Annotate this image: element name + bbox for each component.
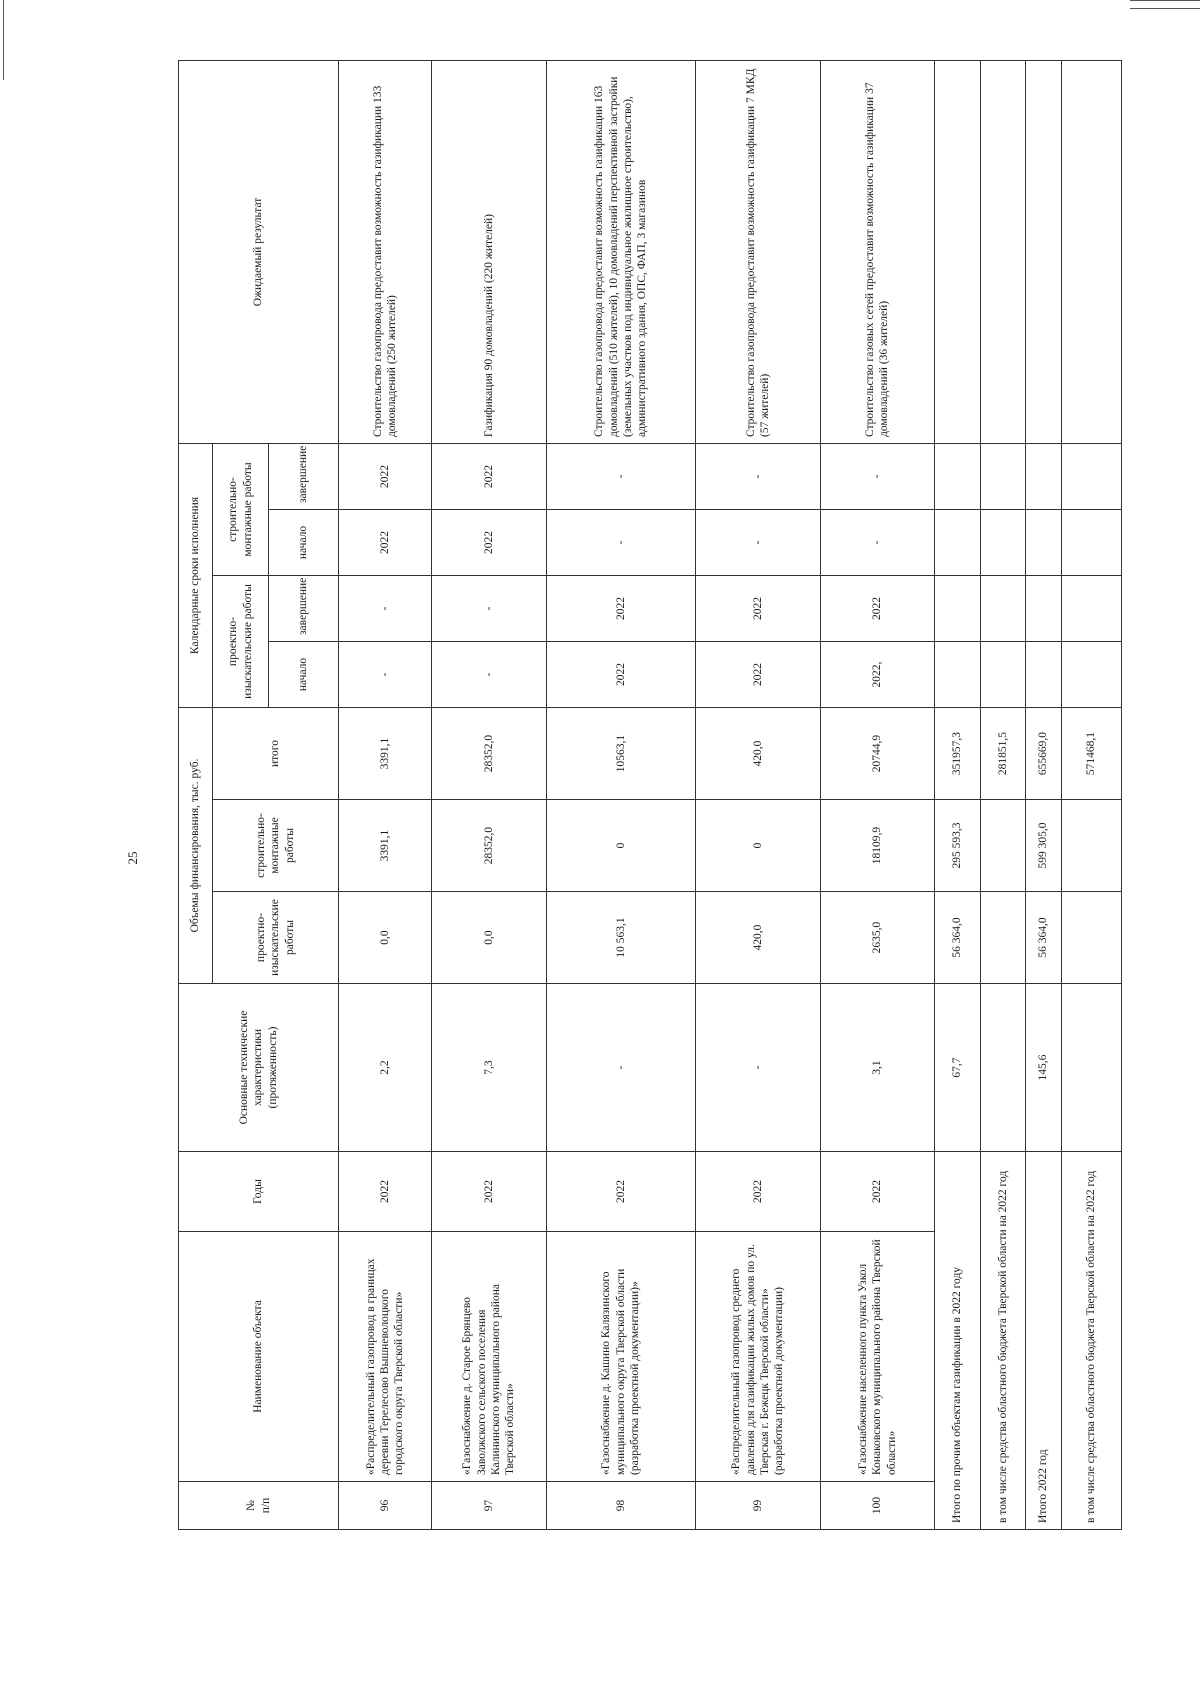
total-smr	[1061, 800, 1121, 892]
gasification-table	[178, 60, 1122, 1530]
row-total: 28352,0	[432, 708, 546, 800]
row-name: «Газоснабжение населенного пункта Узкол Конаковского муниципального района Тверской области»	[820, 1232, 934, 1482]
row-smr-end: -	[546, 444, 696, 510]
header-cal-smr-start: начало	[269, 510, 339, 576]
total-label: Итого 2022 год	[1026, 1152, 1061, 1530]
header-cal-smr: строительно-монтажные работы	[213, 444, 269, 576]
row-pir-end: 2022	[696, 576, 821, 642]
header-years: Годы	[179, 1152, 339, 1232]
row-pir-end: 2022	[546, 576, 696, 642]
row-pir-end: -	[432, 576, 546, 642]
row-smr-start: -	[546, 510, 696, 576]
row-pir: 0,0	[432, 892, 546, 984]
row-name: «Распределительный газопровод в границах деревни Терелесово Вышневолоцкого городского округа Тверской области»	[339, 1232, 432, 1482]
total-tech	[1061, 984, 1121, 1152]
row-pir-end: 2022	[820, 576, 934, 642]
table-row	[546, 61, 696, 1530]
table-row	[339, 61, 432, 1530]
scan-edge-line	[1130, 0, 1200, 1]
total-smr	[980, 800, 1026, 892]
row-num: 96	[339, 1482, 432, 1530]
row-years: 2022	[696, 1152, 821, 1232]
header-result: Ожидаемый результат	[179, 61, 339, 444]
row-total: 3391,1	[339, 708, 432, 800]
row-result: Строительство газопровода предоставит возможность газификации 163 домовладений (510 жителей), 10 домовладений перспективной застройки (земельных участков под индивидуальное жилищное строительство), административного здания, ОПС, ФАП, 3 магазинов	[546, 61, 696, 444]
total-row	[1026, 61, 1061, 1530]
header-cal-pir-end: завершение	[269, 576, 339, 642]
table-row	[820, 61, 934, 1530]
total-row	[980, 61, 1026, 1530]
row-result: Строительство газопровода предоставит возможность газификации 7 МКД (57 жителей)	[696, 61, 821, 444]
row-total: 20744,9	[820, 708, 934, 800]
row-name: «Распределительный газопровод среднего давления для газификации жилых домов по ул. Тверская г. Бежецк Тверской области» (разработка проектной документации)	[696, 1232, 821, 1482]
row-smr: 3391,1	[339, 800, 432, 892]
header-calendar: Календарные сроки исполнения	[179, 444, 213, 708]
row-num: 99	[696, 1482, 821, 1530]
total-row	[935, 61, 981, 1530]
row-tech: 7,3	[432, 984, 546, 1152]
scan-edge-line	[3, 0, 4, 80]
row-total: 10563,1	[546, 708, 696, 800]
total-tech: 67,7	[935, 984, 981, 1152]
row-total: 420,0	[696, 708, 821, 800]
total-row	[1061, 61, 1121, 1530]
row-pir-end: -	[339, 576, 432, 642]
row-smr-start: 2022	[432, 510, 546, 576]
total-tech	[980, 984, 1026, 1152]
total-smr: 599 305,0	[1026, 800, 1061, 892]
row-tech: -	[696, 984, 821, 1152]
row-smr-start: 2022	[339, 510, 432, 576]
header-num: № п/п	[179, 1482, 339, 1530]
header-name: Наименование объекта	[179, 1232, 339, 1482]
row-smr: 0	[696, 800, 821, 892]
total-tech: 145,6	[1026, 984, 1061, 1152]
row-smr: 0	[546, 800, 696, 892]
row-num: 100	[820, 1482, 934, 1530]
row-pir-start: -	[432, 642, 546, 708]
row-smr-end: 2022	[339, 444, 432, 510]
row-tech: 3,1	[820, 984, 934, 1152]
header-funding-pir: проектно-изыскательские работы	[213, 892, 339, 984]
row-name: «Газоснабжение д. Кашино Калязинского муниципального округа Тверской области (разработка проектной документации)»	[546, 1232, 696, 1482]
row-name: «Газоснабжение д. Старое Брянцево Заволжского сельского поселения Калининского муниципального района Тверской области»	[432, 1232, 546, 1482]
row-num: 97	[432, 1482, 546, 1530]
total-pir	[1061, 892, 1121, 984]
total-smr: 295 593,3	[935, 800, 981, 892]
header-funding-smr: строительно-монтажные работы	[213, 800, 339, 892]
total-label: в том числе средства областного бюджета Тверской области на 2022 год	[1061, 1152, 1121, 1530]
total-pir: 56 364,0	[1026, 892, 1061, 984]
row-pir: 10 563,1	[546, 892, 696, 984]
row-years: 2022	[820, 1152, 934, 1232]
total-pir: 56 364,0	[935, 892, 981, 984]
row-pir-start: 2022,	[820, 642, 934, 708]
row-smr-end: -	[696, 444, 821, 510]
row-smr-end: -	[820, 444, 934, 510]
header-cal-pir-start: начало	[269, 642, 339, 708]
row-smr-end: 2022	[432, 444, 546, 510]
row-years: 2022	[546, 1152, 696, 1232]
header-funding-total: итого	[213, 708, 339, 800]
row-result: Строительство газовых сетей предоставит возможность газификации 37 домовладений (36 жителей)	[820, 61, 934, 444]
total-total: 655669,0	[1026, 708, 1061, 800]
row-pir-start: 2022	[546, 642, 696, 708]
row-tech: -	[546, 984, 696, 1152]
gasification-table-rotated	[178, 61, 1122, 1530]
row-years: 2022	[339, 1152, 432, 1232]
page-number: 25	[125, 851, 140, 865]
row-pir: 0,0	[339, 892, 432, 984]
row-pir-start: -	[339, 642, 432, 708]
header-cal-pir: проектно-изыскательские работы	[213, 576, 269, 708]
row-num: 98	[546, 1482, 696, 1530]
row-smr-start: -	[820, 510, 934, 576]
table-row	[432, 61, 546, 1530]
row-pir-start: 2022	[696, 642, 821, 708]
total-total: 351957,3	[935, 708, 981, 800]
total-total: 571468,1	[1061, 708, 1121, 800]
row-tech: 2,2	[339, 984, 432, 1152]
total-label: Итого по прочим объектам газификации в 2022 году	[935, 1152, 981, 1530]
total-total: 281851,5	[980, 708, 1026, 800]
row-result: Строительство газопровода предоставит возможность газификации 133 домовладений (250 жителей)	[339, 61, 432, 444]
total-label: в том числе средства областного бюджета Тверской области на 2022 год	[980, 1152, 1026, 1530]
row-years: 2022	[432, 1152, 546, 1232]
header-funding: Объемы финансирования, тыс. руб.	[179, 708, 213, 984]
total-pir	[980, 892, 1026, 984]
row-pir: 420,0	[696, 892, 821, 984]
row-smr-start: -	[696, 510, 821, 576]
table-row	[696, 61, 821, 1530]
row-pir: 2635,0	[820, 892, 934, 984]
row-smr: 28352,0	[432, 800, 546, 892]
row-result: Газификация 90 домовладений (220 жителей)	[432, 61, 546, 444]
scan-edge-line	[1130, 8, 1200, 9]
header-tech: Основные технические характеристики (протяженность)	[179, 984, 339, 1152]
row-smr: 18109,9	[820, 800, 934, 892]
header-cal-smr-end: завершение	[269, 444, 339, 510]
